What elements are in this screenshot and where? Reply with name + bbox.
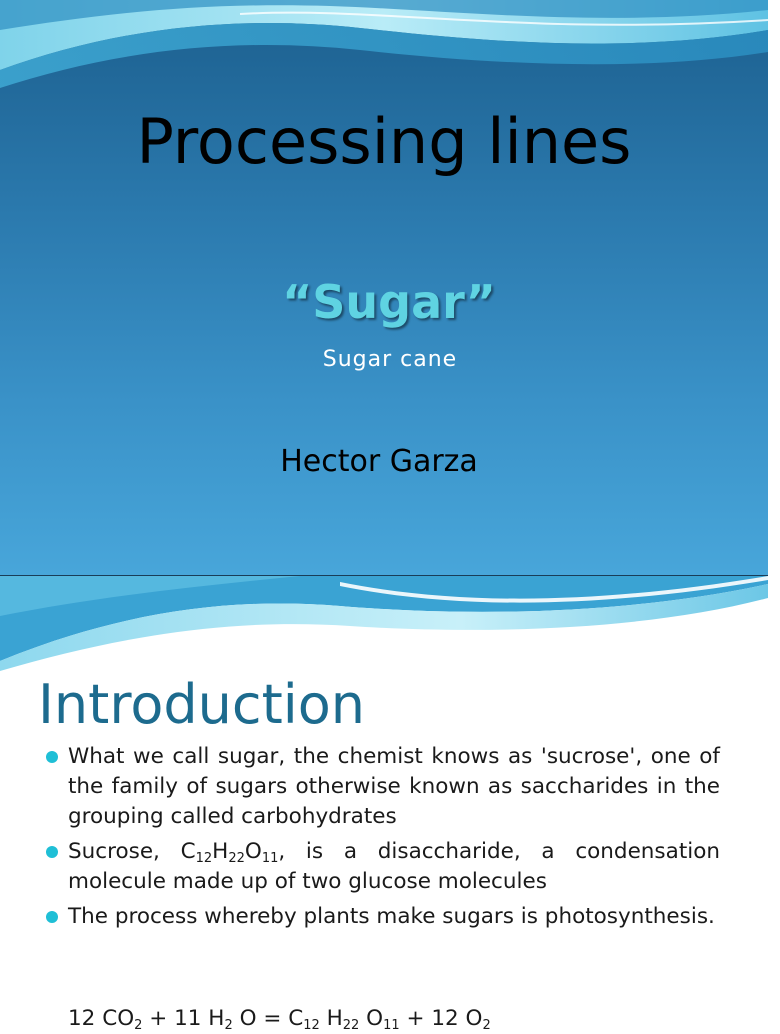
eq-h2o-sub: 2: [224, 1018, 233, 1033]
eq-co2-sub: 2: [134, 1018, 143, 1033]
list-item: [44, 902, 720, 932]
eq-h: H: [319, 1006, 343, 1031]
eq-h2o: 11 H: [174, 1006, 225, 1031]
eq-co2: 12 CO: [68, 1006, 135, 1031]
eq-o2: 12 O: [431, 1006, 483, 1031]
list-item: [44, 837, 720, 897]
bullet-list: [44, 742, 720, 937]
slide-subtitle-secondary: Sugar cane: [322, 347, 458, 372]
bullet-text: What we call sugar, the chemist knows as 'sucrose', one of the family of sugars otherwise known as saccharides in the grouping called carbohydrates: [68, 744, 720, 829]
bullet-icon: [46, 751, 58, 763]
eq-plus: +: [142, 1006, 175, 1031]
bullet-icon: [46, 846, 58, 858]
bullet-text: The process whereby plants make sugars is photosynthesis.: [68, 904, 715, 929]
page-title: Processing lines: [136, 105, 632, 178]
bullet-text-suffix: , is a disaccharide, a condensation molecule made up of two glucose molecules: [68, 839, 720, 894]
eq-o-sub: 11: [383, 1018, 400, 1033]
wave-decoration: [0, 0, 768, 110]
eq-c-sub: 12: [303, 1018, 320, 1033]
section-title: Introduction: [38, 673, 366, 736]
eq-c: C: [288, 1006, 304, 1031]
eq-h2o-o: O: [232, 1006, 257, 1031]
author-name: Hector Garza: [280, 444, 478, 479]
eq-h-sub: 22: [342, 1018, 360, 1033]
formula-oxygen: O: [244, 839, 262, 864]
photosynthesis-equation: [68, 1004, 491, 1034]
slide-subtitle: “Sugar”: [282, 275, 496, 329]
formula-oxygen-count: 11: [261, 851, 279, 866]
bullet-text-prefix: Sucrose,: [68, 839, 181, 864]
formula-hydrogen: H: [212, 839, 229, 864]
wave-decoration: [0, 576, 768, 671]
eq-o: O: [359, 1006, 384, 1031]
eq-plus: +: [399, 1006, 432, 1031]
formula-hydrogen-count: 22: [228, 851, 245, 866]
introduction-slide: [0, 576, 768, 1033]
bullet-icon: [46, 911, 58, 923]
formula-carbon-count: 12: [195, 851, 213, 866]
formula-carbon: C: [180, 839, 196, 864]
list-item: [44, 742, 720, 832]
eq-o2-sub: 2: [482, 1018, 491, 1033]
eq-equals: =: [256, 1006, 289, 1031]
